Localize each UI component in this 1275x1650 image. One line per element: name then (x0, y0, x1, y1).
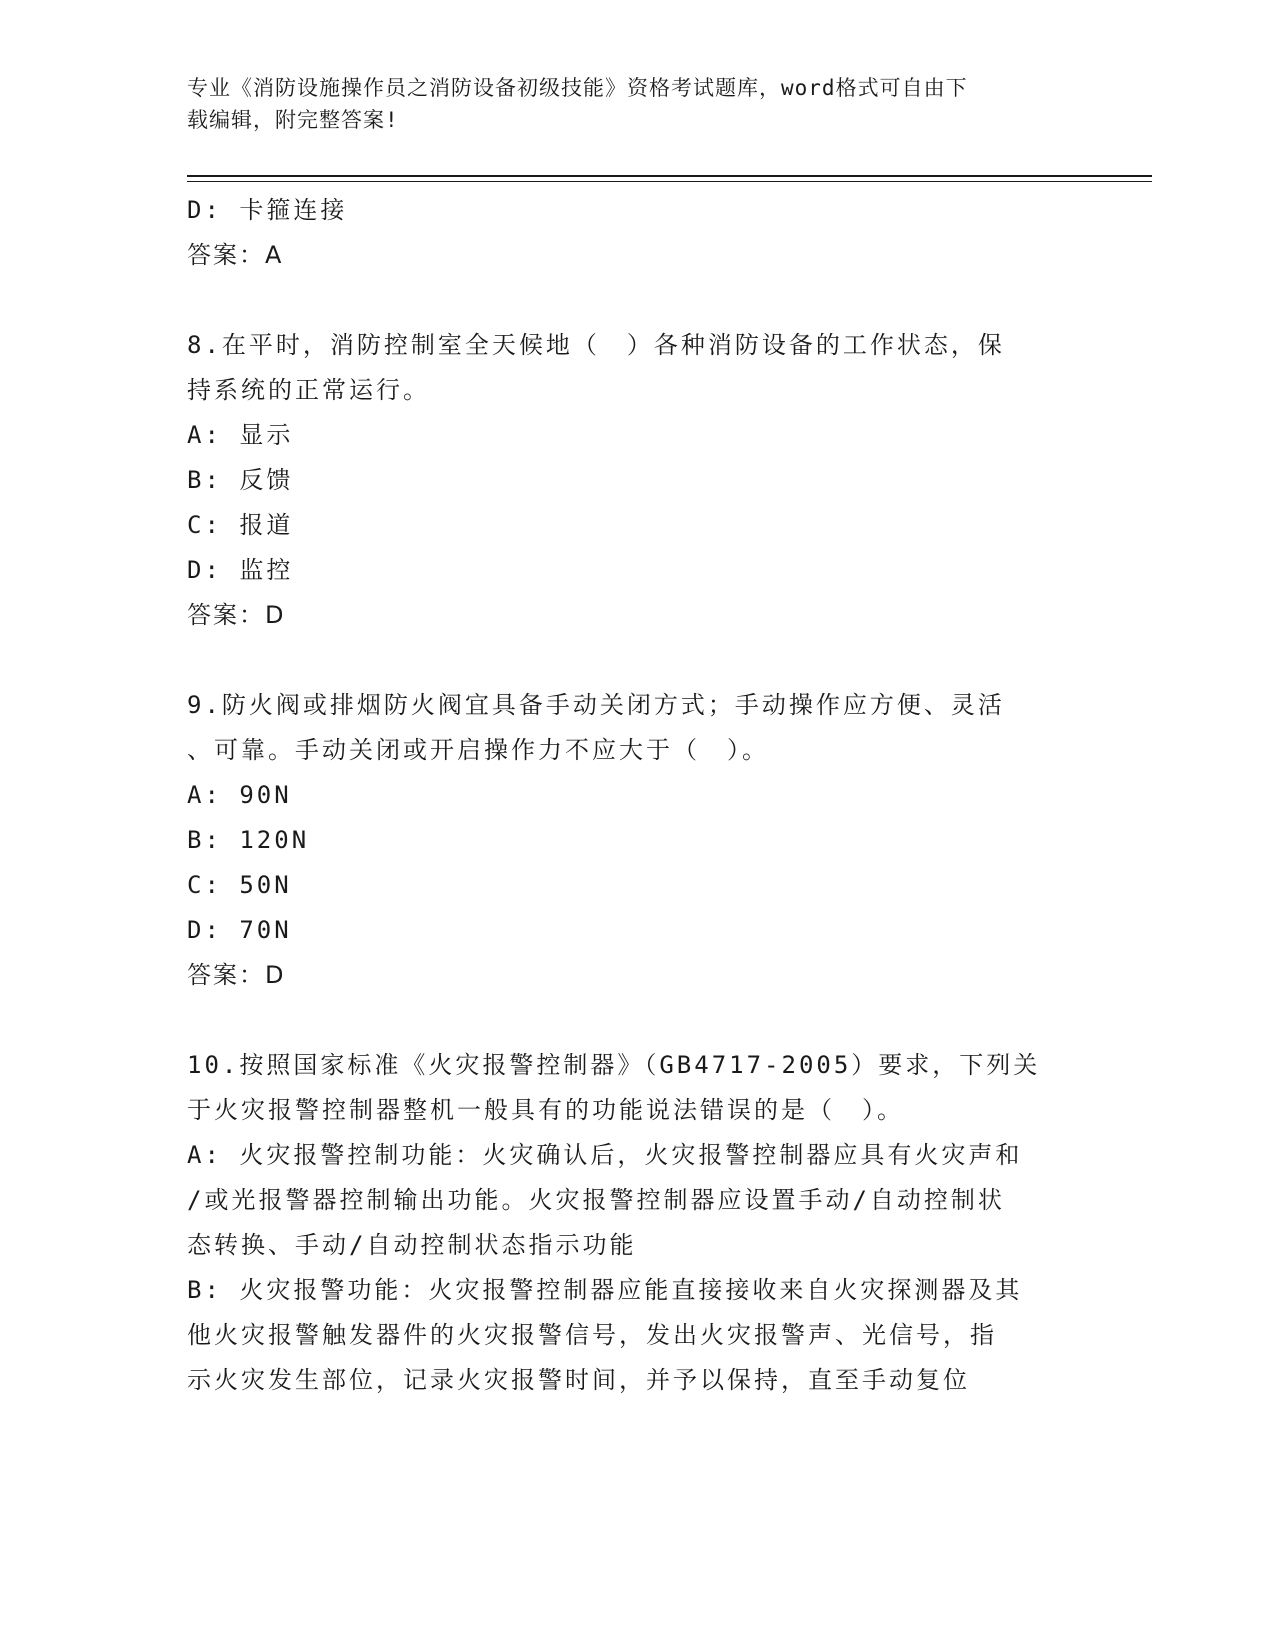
question-text-line: 10.按照国家标准《火灾报警控制器》（GB4717-2005）要求，下列关 (187, 1051, 1041, 1079)
header-line-2: 载编辑，附完整答案! (187, 108, 399, 132)
option-b-line: 示火灾发生部位，记录火灾报警时间，并予以保持，直至手动复位 (187, 1366, 970, 1394)
document-header (187, 72, 1067, 136)
question-10 (187, 1043, 1087, 1403)
header-line-1: 专业《消防设施操作员之消防设备初级技能》资格考试题库，word格式可自由下 (187, 76, 968, 100)
question-text-line: 9.防火阀或排烟防火阀宜具备手动关闭方式；手动操作应方便、灵活 (187, 691, 1005, 719)
answer-line: 答案：D (187, 961, 286, 989)
question-9 (187, 683, 1087, 998)
option-b: B: 120N (187, 826, 310, 854)
option-a: A: 显示 (187, 421, 294, 449)
answer-line: 答案：D (187, 601, 286, 629)
previous-question-tail (187, 188, 1087, 278)
question-text-line: 、可靠。手动关闭或开启操作力不应大于（ ）。 (187, 736, 769, 764)
question-text-line: 于火灾报警控制器整机一般具有的功能说法错误的是（ ）。 (187, 1096, 904, 1124)
option-b-line: 他火灾报警触发器件的火灾报警信号，发出火灾报警声、光信号，指 (187, 1321, 997, 1349)
option-b-line: B: 火灾报警功能：火灾报警控制器应能直接接收来自火灾探测器及其 (187, 1276, 1023, 1304)
option-a-line: 态转换、手动/自动控制状态指示功能 (187, 1231, 637, 1259)
header-divider-thin (187, 181, 1152, 182)
header-divider-thick (187, 175, 1152, 177)
option-a-line: A: 火灾报警控制功能：火灾确认后，火灾报警控制器应具有火灾声和 (187, 1141, 1023, 1169)
option-b: B: 反馈 (187, 466, 294, 494)
option-d: D: 卡箍连接 (187, 196, 348, 224)
answer-line: 答案：A (187, 241, 284, 269)
option-a-line: /或光报警器控制输出功能。火灾报警控制器应设置手动/自动控制状 (187, 1186, 1005, 1214)
question-text-line: 8.在平时，消防控制室全天候地（ ）各种消防设备的工作状态，保 (187, 331, 1005, 359)
option-a: A: 90N (187, 781, 292, 809)
option-c: C: 报道 (187, 511, 294, 539)
question-text-line: 持系统的正常运行。 (187, 376, 430, 404)
question-8 (187, 323, 1087, 638)
option-c: C: 50N (187, 871, 292, 899)
option-d: D: 70N (187, 916, 292, 944)
option-d: D: 监控 (187, 556, 294, 584)
document-body (187, 188, 1087, 1403)
